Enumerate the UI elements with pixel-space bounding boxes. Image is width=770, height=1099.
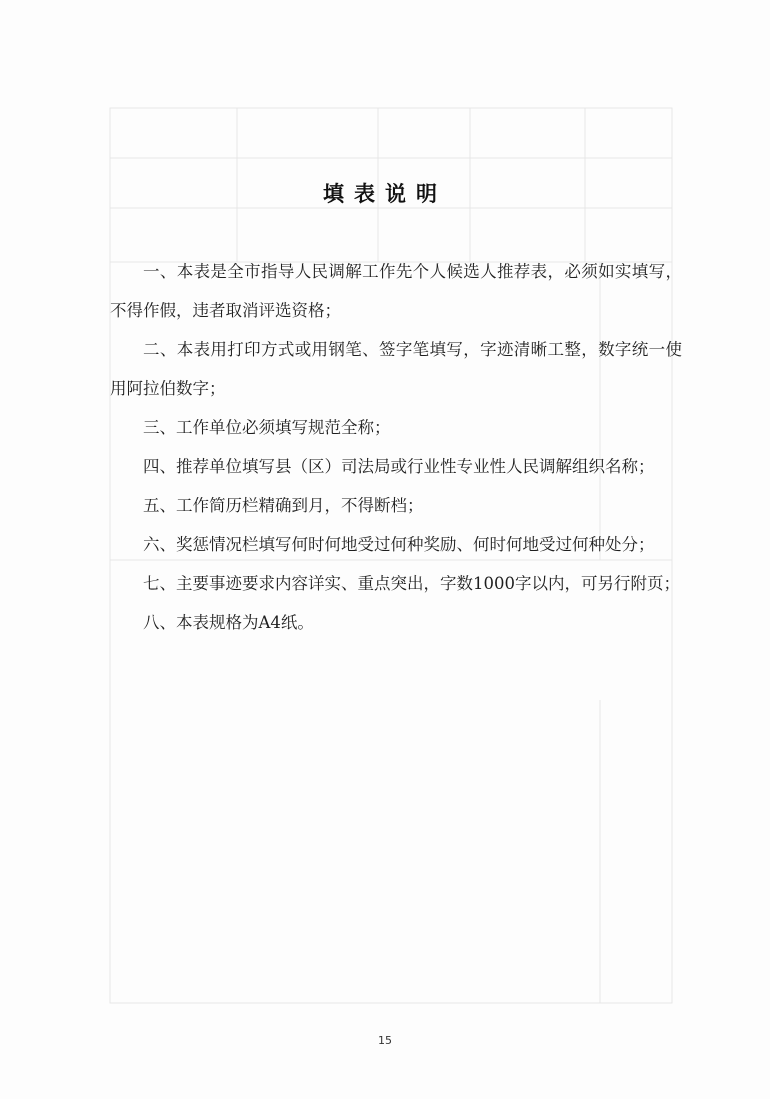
instruction-paragraph-7: 七、主要事迹要求内容详实、重点突出，字数1000字以内，可另行附页； — [143, 574, 680, 593]
instruction-paragraph-1: 一、本表是全市指导人民调解工作先个人候选人推荐表，必须如实填写，不得作假，违者取消评选资格； — [110, 262, 682, 320]
instruction-paragraph-8: 八、本表规格为A4纸。 — [143, 613, 314, 632]
instruction-paragraph-3: 三、工作单位必须填写规范全称； — [143, 418, 391, 437]
page-number: 15 — [378, 1034, 392, 1047]
instructions-body — [110, 252, 682, 642]
page-title: 填表说明 — [323, 181, 447, 206]
instruction-paragraph-5: 五、工作简历栏精确到月，不得断档； — [143, 496, 424, 515]
instruction-paragraph-6: 六、奖惩情况栏填写何时何地受过何种奖励、何时何地受过何种处分； — [143, 535, 655, 554]
instruction-paragraph-2: 二、本表用打印方式或用钢笔、签字笔填写，字迹清晰工整，数字统一使用阿拉伯数字； — [110, 340, 682, 398]
instruction-paragraph-4: 四、推荐单位填写县（区）司法局或行业性专业性人民调解组织名称； — [143, 457, 655, 476]
